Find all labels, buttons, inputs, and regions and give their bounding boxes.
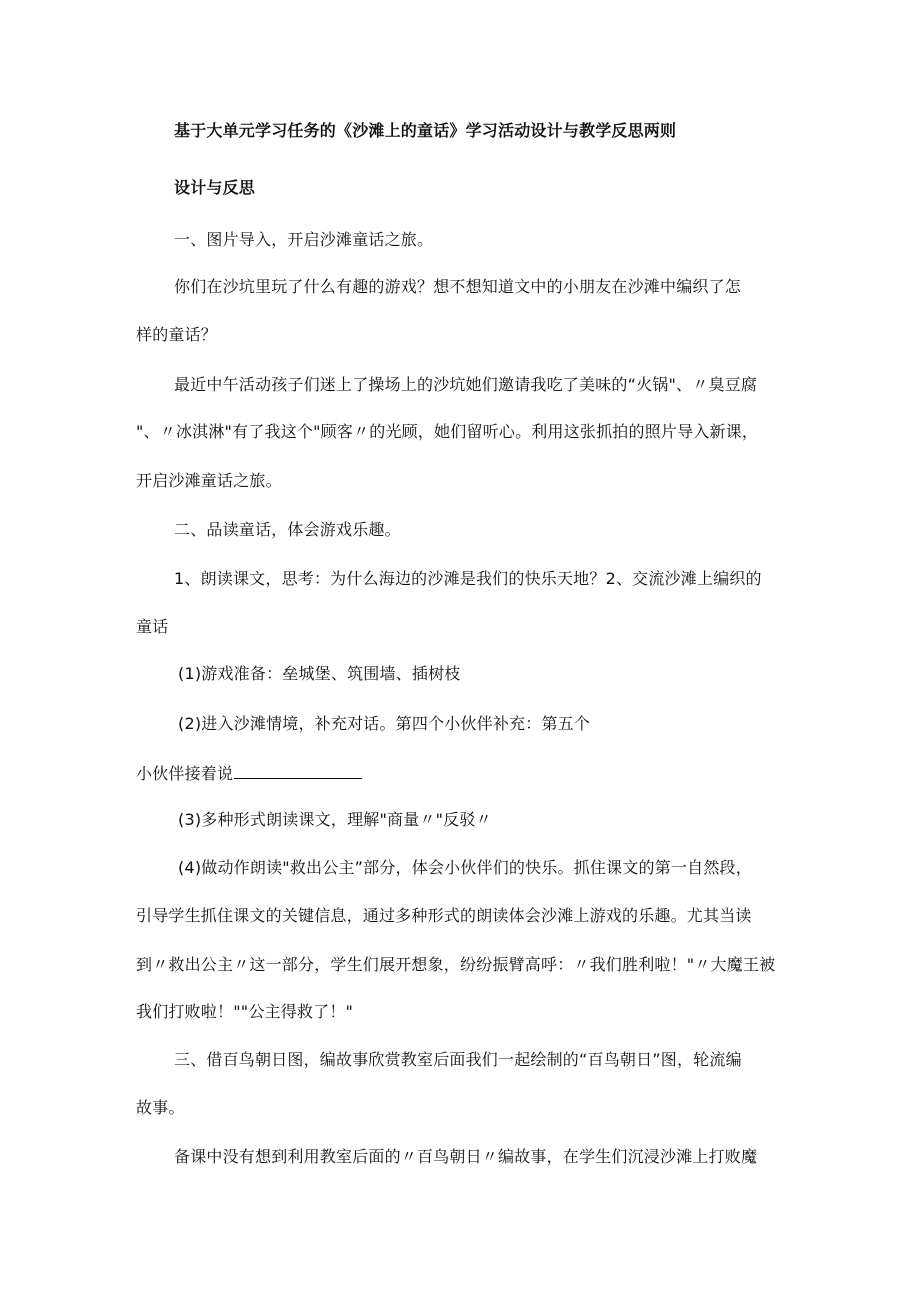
part3-heading-line2: 故事。 (136, 1098, 185, 1117)
part2-item2-cont (136, 762, 362, 785)
part2-para1-line2: 童话 (136, 617, 169, 636)
part1-heading: 一、图片导入，开启沙滩童话之旅。 (174, 230, 434, 249)
part2-item4-line3: 到〃救出公主〃这一部分，学生们展开想象，纷纷振臂高呼：〃我们胜利啦！"〃大魔王被 (136, 955, 776, 974)
part2-item4-line4: 我们打败啦！""公主得救了！" (136, 1002, 354, 1021)
part2-para1-line1: 1、朗读课文，思考：为什么海边的沙滩是我们的快乐天地？2、交流沙滩上编织的 (174, 569, 762, 588)
part2-heading: 二、品读童话，体会游戏乐趣。 (174, 520, 401, 539)
part2-item3: (3)多种形式朗读课文，理解"商量〃"反驳〃 (178, 810, 492, 829)
part2-item4-line2: 引导学生抓住课文的关键信息，通过多种形式的朗读体会沙滩上游戏的乐趣。尤其当读 (136, 906, 752, 925)
part3-heading-line1: 三、借百鸟朝日图，编故事欣赏教室后面我们一起绘制的“百鸟朝日”图，轮流编 (174, 1050, 742, 1069)
part1-para2-line2: "、〃冰淇淋"有了我这个"顾客〃的光顾，她们留听心。利用这张抓拍的照片导入新课， (136, 422, 759, 441)
part1-para1-line2: 样的童话？ (136, 325, 218, 344)
part2-item2: (2)进入沙滩情境，补充对话。第四个小伙伴补充：第五个 (178, 714, 591, 733)
fill-in-blank (234, 762, 362, 779)
part2-item1: (1)游戏准备：垒城堡、筑围墙、插树枝 (178, 664, 461, 683)
part1-para1-line1: 你们在沙坑里玩了什么有趣的游戏？想不想知道文中的小朋友在沙滩中编织了怎 (174, 277, 742, 296)
part1-para2-line1: 最近中午活动孩子们迷上了操场上的沙坑她们邀请我吃了美味的“火锅"、〃臭豆腐 (174, 375, 758, 394)
section-heading: 设计与反思 (174, 178, 256, 197)
part1-para2-line3: 开启沙滩童话之旅。 (136, 471, 282, 490)
part3-para1-line1: 备课中没有想到利用教室后面的〃百鸟朝日〃编故事，在学生们沉浸沙滩上打败魔 (174, 1147, 758, 1166)
part2-item4-line1: (4)做动作朗读"救出公主”部分，体会小伙伴们的快乐。抓住课文的第一自然段， (178, 858, 752, 877)
document-title: 基于大单元学习任务的《沙滩上的童话》学习活动设计与教学反思两则 (174, 121, 677, 140)
part2-item2-cont-text: 小伙伴接着说 (136, 764, 234, 783)
